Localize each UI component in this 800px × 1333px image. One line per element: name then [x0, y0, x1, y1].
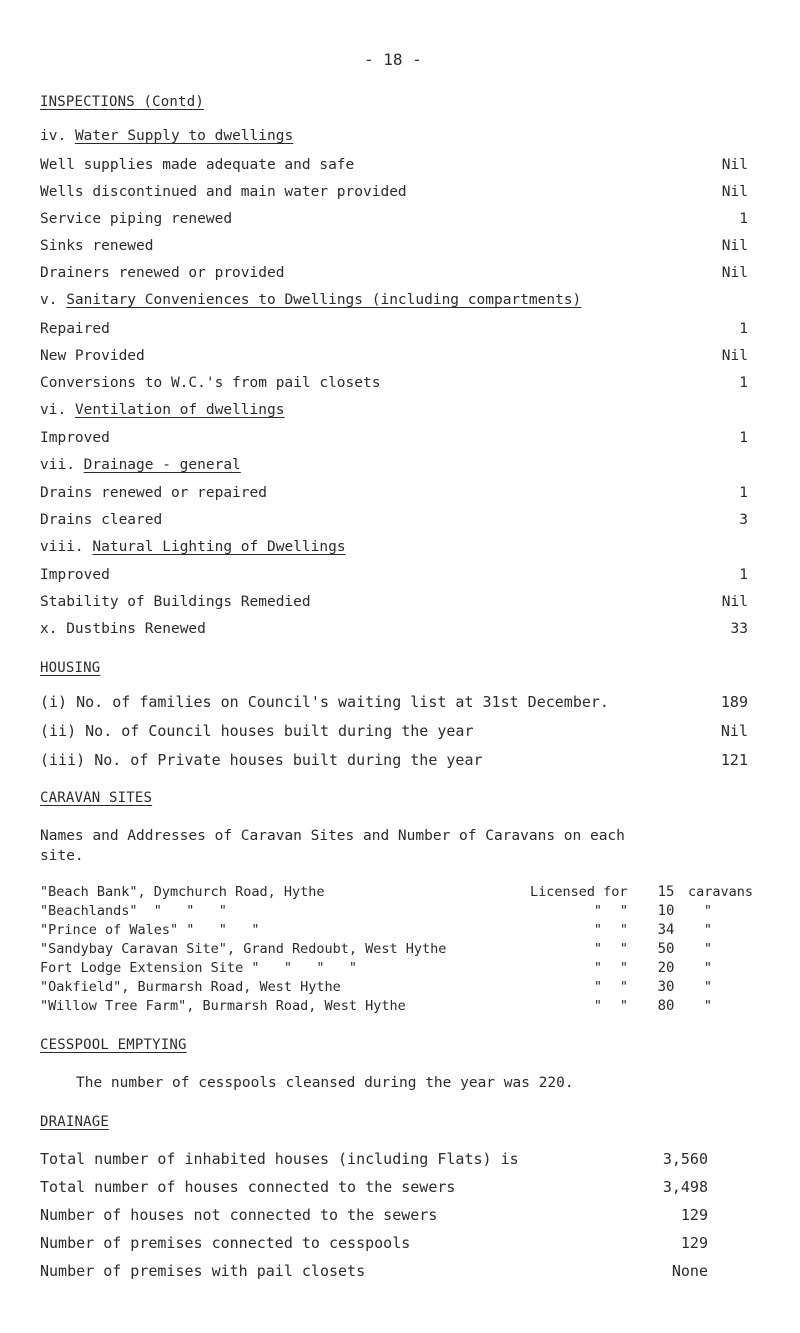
drainage-general-row-label: Drains cleared [40, 512, 163, 528]
housing-row-label: No. of Council houses built during the year [85, 722, 474, 740]
ditto-mark: " [593, 922, 603, 938]
housing-row-label: No. of Private houses built during the year [94, 751, 483, 769]
drainage-row-label: Total number of houses connected to the sewers [40, 1178, 456, 1196]
water-row-label: Sinks renewed [40, 238, 154, 254]
drainage-general-heading [40, 457, 241, 473]
sanitary-heading [40, 292, 581, 308]
caravan-site-name: "Oakfield", Burmarsh Road, West Hythe [40, 979, 341, 995]
numeral-x: x. [40, 621, 58, 637]
lighting-title: Natural Lighting of Dwellings [92, 539, 346, 555]
sanitary-row-value: 1 [739, 375, 748, 391]
numeral-vi: vi. [40, 402, 67, 418]
dustbins-row [40, 621, 206, 637]
water-row-value: Nil [721, 184, 748, 200]
numeral-iv: iv. [40, 128, 67, 144]
caravan-sites-heading: CARAVAN SITES [40, 790, 153, 806]
drainage-general-row-label: Drains renewed or repaired [40, 485, 267, 501]
ventilation-title: Ventilation of dwellings [74, 402, 285, 418]
lighting-row-value: 1 [739, 567, 748, 583]
water-row-label: Drainers renewed or provided [40, 265, 285, 281]
housing-heading: HOUSING [40, 660, 101, 676]
water-row-label: Well supplies made adequate and safe [40, 157, 355, 173]
ditto-mark: " [619, 960, 629, 976]
drainage-general-title: Drainage - general [83, 457, 241, 473]
sanitary-row-value: 1 [739, 321, 748, 337]
ditto-mark: " [593, 903, 603, 919]
dustbins-value: 33 [730, 621, 748, 637]
drainage-row-value: 129 [680, 1234, 708, 1252]
ditto-mark: " [619, 979, 629, 995]
drainage-row-label: Number of houses not connected to the sewers [40, 1206, 438, 1224]
caravan-site-name: "Sandybay Caravan Site", Grand Redoubt, West Hythe [40, 941, 447, 957]
housing-row-value: 121 [720, 751, 748, 769]
drainage-row-label: Number of premises connected to cesspools [40, 1234, 411, 1252]
ditto-mark: " [703, 998, 713, 1014]
housing-row-value: Nil [720, 722, 748, 740]
caravan-site-count: 80 [657, 998, 675, 1014]
water-row-label: Service piping renewed [40, 211, 233, 227]
drainage-row-value: 3,560 [662, 1150, 708, 1168]
ditto-mark: " [703, 979, 713, 995]
ditto-mark: " [593, 941, 603, 957]
ditto-mark: " [619, 941, 629, 957]
cesspool-text: The number of cesspools cleansed during the year was 220. [76, 1075, 574, 1091]
caravan-unit-label: caravans [688, 884, 754, 900]
drainage-general-row-value: 1 [739, 485, 748, 501]
inspections-heading: INSPECTIONS (Contd) [40, 94, 204, 110]
page-number: - 18 - [364, 50, 422, 69]
drainage-general-row-value: 3 [739, 512, 748, 528]
water-row-value: Nil [721, 157, 748, 173]
ditto-mark: " [619, 903, 629, 919]
caravan-site-count: 15 [657, 884, 675, 900]
sanitary-row-value: Nil [721, 348, 748, 364]
ditto-mark: " [593, 998, 603, 1014]
lighting-heading [40, 539, 346, 555]
sanitary-row-label: Repaired [40, 321, 110, 337]
ventilation-row-value: 1 [739, 430, 748, 446]
housing-row [40, 751, 483, 769]
caravan-site-name: "Beach Bank", Dymchurch Road, Hythe [40, 884, 325, 900]
drainage-row-label: Total number of inhabited houses (including Flats) is [40, 1150, 519, 1168]
drainage-row-value: None [671, 1262, 708, 1280]
ditto-mark: " [593, 960, 603, 976]
water-row-value: Nil [721, 238, 748, 254]
housing-row-value: 189 [720, 693, 748, 711]
drainage-row-value: 129 [680, 1206, 708, 1224]
caravan-site-count: 50 [657, 941, 675, 957]
housing-row-label: No. of families on Council's waiting list at 31st December. [76, 693, 609, 711]
caravan-site-name: "Beachlands" " " " [40, 903, 227, 919]
sanitary-row-label: Conversions to W.C.'s from pail closets [40, 375, 381, 391]
caravan-site-name: "Willow Tree Farm", Burmarsh Road, West Hythe [40, 998, 406, 1014]
caravan-site-count: 20 [657, 960, 675, 976]
housing-row-num: (ii) [40, 722, 77, 740]
caravan-site-count: 34 [657, 922, 675, 938]
water-row-label: Wells discontinued and main water provided [40, 184, 407, 200]
ditto-mark: " [703, 941, 713, 957]
ditto-mark: " [703, 960, 713, 976]
ventilation-row-label: Improved [40, 430, 110, 446]
caravan-site-count: 30 [657, 979, 675, 995]
dustbins-label: Dustbins Renewed [66, 621, 206, 637]
ditto-mark: " [703, 903, 713, 919]
caravan-site-count: 10 [657, 903, 675, 919]
water-row-value: Nil [721, 265, 748, 281]
drainage-heading: DRAINAGE [40, 1114, 110, 1130]
water-supply-heading [40, 128, 293, 144]
numeral-vii: vii. [40, 457, 75, 473]
ventilation-heading [40, 402, 284, 418]
caravan-licensed-label: Licensed for [530, 884, 628, 900]
lighting-row-label: Improved [40, 567, 110, 583]
housing-row [40, 722, 473, 740]
housing-row-num: (i) [40, 693, 68, 711]
drainage-row-value: 3,498 [662, 1178, 708, 1196]
numeral-viii: viii. [40, 539, 84, 555]
sanitary-title: Sanitary Conveniences to Dwellings (including compartments) [66, 292, 582, 308]
caravan-site-name: Fort Lodge Extension Site " " " " [40, 960, 357, 976]
ditto-mark: " [703, 922, 713, 938]
numeral-v: v. [40, 292, 58, 308]
stability-value: Nil [721, 594, 748, 610]
water-row-value: 1 [739, 211, 748, 227]
stability-label: Stability of Buildings Remedied [40, 594, 311, 610]
caravan-intro-line1: Names and Addresses of Caravan Sites and Number of Caravans on each [40, 828, 625, 844]
ditto-mark: " [593, 979, 603, 995]
sanitary-row-label: New Provided [40, 348, 145, 364]
cesspool-heading: CESSPOOL EMPTYING [40, 1037, 187, 1053]
ditto-mark: " [619, 998, 629, 1014]
housing-row [40, 693, 609, 711]
caravan-site-name: "Prince of Wales" " " " [40, 922, 260, 938]
housing-row-num: (iii) [40, 751, 86, 769]
caravan-intro-line2: site. [40, 848, 84, 864]
drainage-row-label: Number of premises with pail closets [40, 1262, 366, 1280]
ditto-mark: " [619, 922, 629, 938]
water-supply-title: Water Supply to dwellings [74, 128, 294, 144]
